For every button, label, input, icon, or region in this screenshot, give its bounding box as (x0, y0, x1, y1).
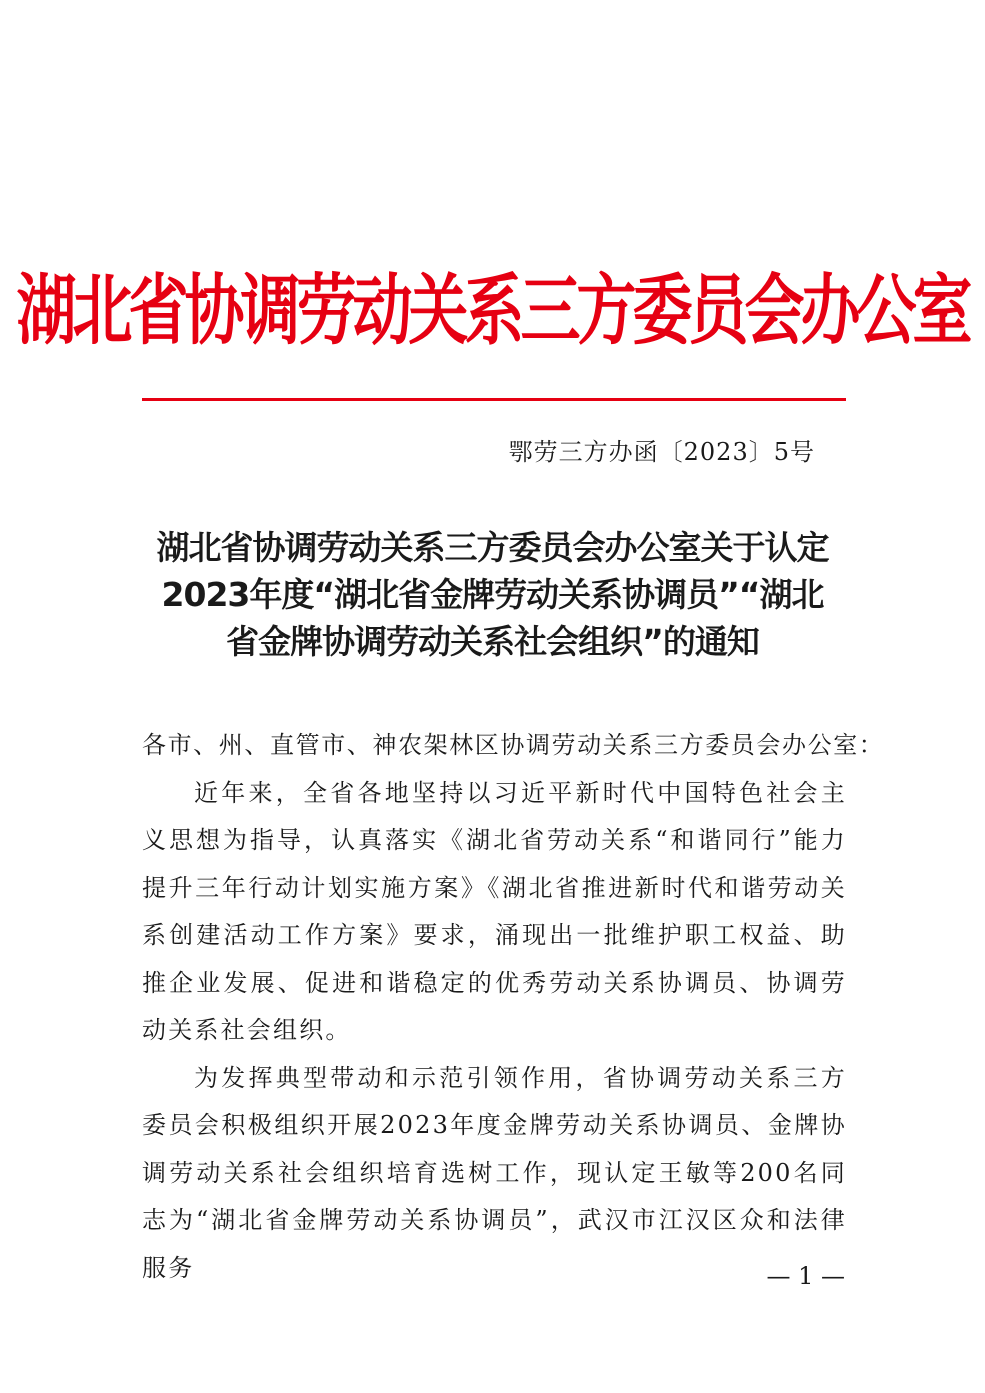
document-title (130, 524, 855, 665)
document-body (142, 722, 885, 1292)
body-paragraph: 近年来，全省各地坚持以习近平新时代中国特色社会主义思想为指导，认真落实《湖北省劳动关系“和谐同行”能力提升三年行动计划实施方案》《湖北省推进新时代和谐劳动关系创建活动工作方案》要求，涌现出一批维护职工权益、助推企业发展、促进和谐稳定的优秀劳动关系协调员、协调劳动关系社会组织。 (142, 778, 847, 1044)
title-line: 省金牌协调劳动关系社会组织”的通知 (226, 622, 759, 661)
title-line: 湖北省协调劳动关系三方委员会办公室关于认定 (156, 528, 829, 567)
salutation: 各市、州、直管市、神农架林区协调劳动关系三方委员会办公室： (142, 731, 885, 759)
organization-header (0, 250, 985, 360)
red-divider (142, 398, 846, 401)
body-paragraph: 为发挥典型带动和示范引领作用，省协调劳动关系三方委员会积极组织开展2023年度金牌劳动关系协调员、金牌协调劳动关系社会组织培育选树工作，现认定王敏等200名同志为“湖北省金牌劳动关系协调员”，武汉市江汉区众和法律服务 (142, 1063, 847, 1282)
document-number: 鄂劳三方办函〔2023〕5号 (508, 438, 815, 466)
title-line: 2023年度“湖北省金牌劳动关系协调员”“湖北 (161, 575, 824, 614)
organization-name: 湖北省协调劳动关系三方委员会办公室 (16, 266, 969, 357)
page-number: — 1 — (766, 1262, 845, 1290)
